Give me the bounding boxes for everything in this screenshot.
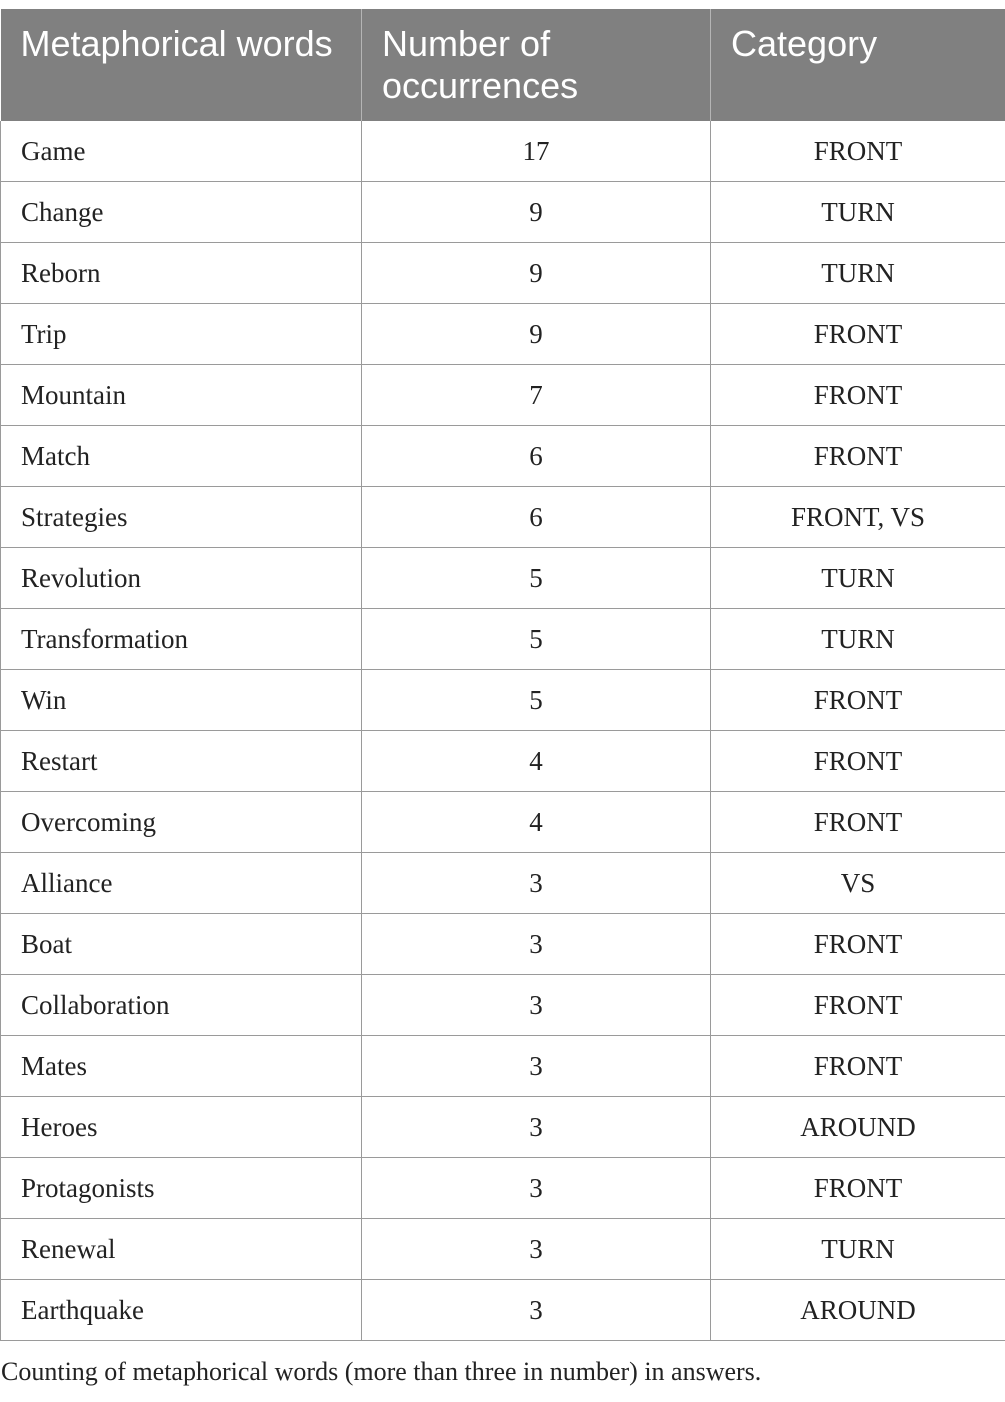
header-number-of-occurrences: Number of occurrences (362, 9, 711, 121)
word-cell: Earthquake (1, 1280, 362, 1341)
table-row (1, 548, 1005, 609)
word-cell: Restart (1, 731, 362, 792)
table-row (1, 1280, 1005, 1341)
word-cell: Game (1, 121, 362, 182)
category-cell: FRONT (711, 914, 1005, 975)
header-row (1, 9, 1005, 121)
word-cell: Revolution (1, 548, 362, 609)
count-cell: 9 (362, 304, 711, 365)
table-row (1, 365, 1005, 426)
count-cell: 3 (362, 1280, 711, 1341)
table-row (1, 731, 1005, 792)
word-cell: Change (1, 182, 362, 243)
word-cell: Boat (1, 914, 362, 975)
category-cell: FRONT (711, 1036, 1005, 1097)
count-cell: 3 (362, 914, 711, 975)
category-cell: TURN (711, 243, 1005, 304)
table-row (1, 243, 1005, 304)
table-row (1, 609, 1005, 670)
table-row (1, 426, 1005, 487)
word-cell: Protagonists (1, 1158, 362, 1219)
table-row (1, 1036, 1005, 1097)
category-cell: FRONT (711, 731, 1005, 792)
count-cell: 3 (362, 1036, 711, 1097)
category-cell: FRONT (711, 121, 1005, 182)
category-cell: TURN (711, 548, 1005, 609)
table-row (1, 975, 1005, 1036)
count-cell: 3 (362, 1097, 711, 1158)
table-row (1, 487, 1005, 548)
header-category: Category (711, 9, 1005, 121)
count-cell: 9 (362, 243, 711, 304)
table-row (1, 670, 1005, 731)
table-row (1, 914, 1005, 975)
category-cell: FRONT (711, 304, 1005, 365)
category-cell: AROUND (711, 1097, 1005, 1158)
table-body (1, 121, 1005, 1341)
category-cell: VS (711, 853, 1005, 914)
table-row (1, 1158, 1005, 1219)
category-cell: FRONT (711, 670, 1005, 731)
table-row (1, 121, 1005, 182)
count-cell: 3 (362, 1219, 711, 1280)
word-cell: Overcoming (1, 792, 362, 853)
count-cell: 5 (362, 548, 711, 609)
count-cell: 6 (362, 426, 711, 487)
header-metaphorical-words: Metaphorical words (1, 9, 362, 121)
word-cell: Match (1, 426, 362, 487)
count-cell: 3 (362, 975, 711, 1036)
word-cell: Collaboration (1, 975, 362, 1036)
count-cell: 6 (362, 487, 711, 548)
word-cell: Renewal (1, 1219, 362, 1280)
word-cell: Mountain (1, 365, 362, 426)
count-cell: 9 (362, 182, 711, 243)
word-cell: Reborn (1, 243, 362, 304)
table-container (0, 9, 1005, 1341)
word-cell: Strategies (1, 487, 362, 548)
word-cell: Transformation (1, 609, 362, 670)
category-cell: TURN (711, 182, 1005, 243)
table-row (1, 853, 1005, 914)
category-cell: FRONT (711, 1158, 1005, 1219)
word-cell: Heroes (1, 1097, 362, 1158)
table-row (1, 792, 1005, 853)
table-row (1, 182, 1005, 243)
category-cell: FRONT (711, 365, 1005, 426)
word-cell: Mates (1, 1036, 362, 1097)
count-cell: 7 (362, 365, 711, 426)
category-cell: FRONT, VS (711, 487, 1005, 548)
table-caption: Counting of metaphorical words (more than three in number) in answers. (1, 1357, 762, 1386)
table-row (1, 1219, 1005, 1280)
table-row (1, 1097, 1005, 1158)
table-row (1, 304, 1005, 365)
category-cell: TURN (711, 609, 1005, 670)
count-cell: 5 (362, 670, 711, 731)
count-cell: 3 (362, 853, 711, 914)
category-cell: FRONT (711, 426, 1005, 487)
count-cell: 17 (362, 121, 711, 182)
category-cell: FRONT (711, 975, 1005, 1036)
category-cell: FRONT (711, 792, 1005, 853)
word-cell: Win (1, 670, 362, 731)
count-cell: 5 (362, 609, 711, 670)
metaphorical-words-table (0, 9, 1005, 1341)
category-cell: AROUND (711, 1280, 1005, 1341)
count-cell: 4 (362, 792, 711, 853)
word-cell: Alliance (1, 853, 362, 914)
count-cell: 3 (362, 1158, 711, 1219)
count-cell: 4 (362, 731, 711, 792)
table-header (1, 9, 1005, 121)
word-cell: Trip (1, 304, 362, 365)
category-cell: TURN (711, 1219, 1005, 1280)
